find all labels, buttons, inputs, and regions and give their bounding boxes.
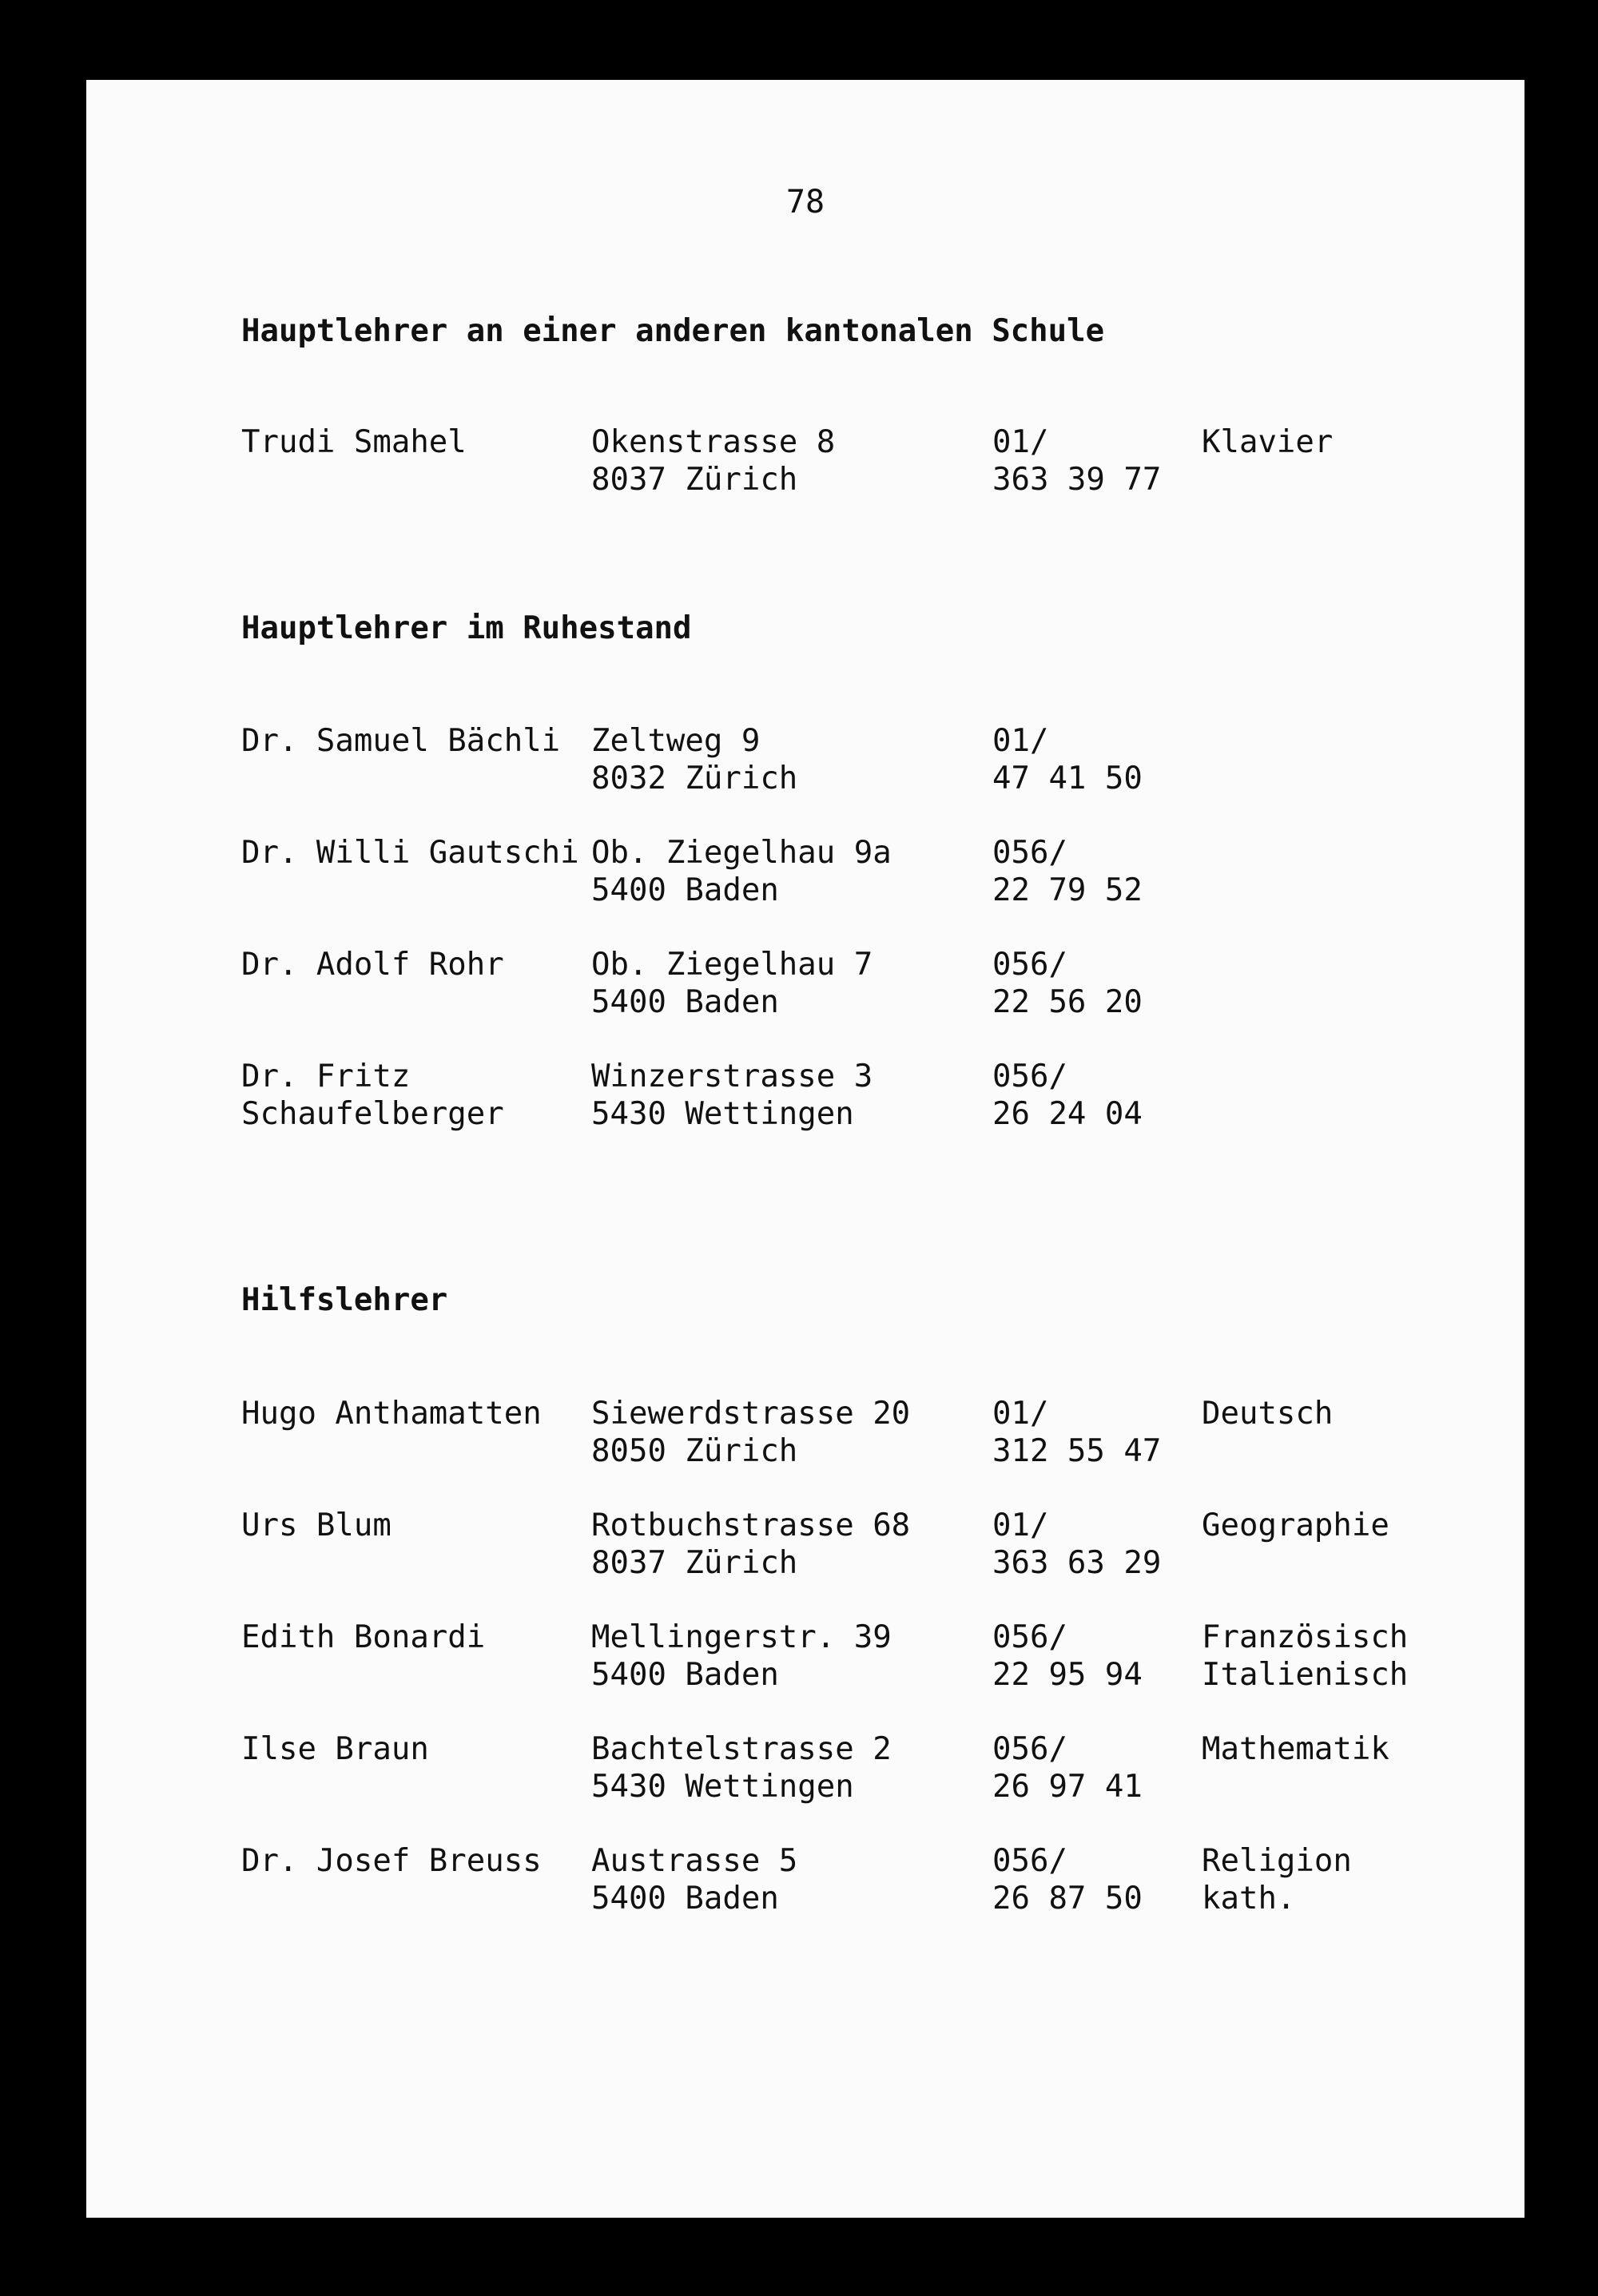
page-number: 78 bbox=[785, 184, 825, 220]
contact-entry bbox=[241, 834, 1488, 909]
contact-entry bbox=[241, 1730, 1488, 1805]
contact-phone: 056/ 22 95 94 bbox=[992, 1619, 1143, 1693]
contact-name: Dr. Adolf Rohr bbox=[241, 947, 504, 983]
contact-entry bbox=[241, 1507, 1488, 1582]
contact-subject: Deutsch bbox=[1202, 1396, 1334, 1432]
contact-address: Winzerstrasse 3 5430 Wettingen bbox=[591, 1059, 873, 1132]
contact-phone: 056/ 26 24 04 bbox=[992, 1059, 1143, 1132]
contact-entry bbox=[241, 1058, 1488, 1133]
contact-phone: 056/ 22 79 52 bbox=[992, 835, 1143, 908]
contact-name: Trudi Smahel bbox=[241, 424, 467, 460]
contact-entry bbox=[241, 1842, 1488, 1917]
contact-subject: Mathematik bbox=[1202, 1731, 1389, 1767]
section-heading: Hauptlehrer im Ruhestand bbox=[241, 610, 692, 646]
contact-name: Hugo Anthamatten bbox=[241, 1396, 542, 1432]
contact-phone: 01/ 312 55 47 bbox=[992, 1396, 1162, 1469]
contact-entry bbox=[241, 722, 1488, 797]
contact-address: Austrasse 5 5400 Baden bbox=[591, 1843, 798, 1917]
contact-subject: Religion kath. bbox=[1202, 1843, 1352, 1917]
section-heading: Hauptlehrer an einer anderen kantonalen Schule bbox=[241, 313, 1105, 349]
contact-address: Mellingerstr. 39 5400 Baden bbox=[591, 1619, 892, 1693]
contact-name: Dr. Josef Breuss bbox=[241, 1843, 542, 1879]
contact-address: Siewerdstrasse 20 8050 Zürich bbox=[591, 1396, 911, 1469]
contact-name: Urs Blum bbox=[241, 1507, 392, 1543]
contact-entry bbox=[241, 423, 1488, 499]
contact-subject: Geographie bbox=[1202, 1507, 1389, 1543]
contact-subject: Französisch Italienisch bbox=[1202, 1619, 1409, 1693]
contact-entry bbox=[241, 1395, 1488, 1470]
contact-phone: 01/ 47 41 50 bbox=[992, 723, 1143, 796]
contact-phone: 056/ 26 97 41 bbox=[992, 1731, 1143, 1805]
contact-phone: 056/ 22 56 20 bbox=[992, 947, 1143, 1020]
contact-address: Rotbuchstrasse 68 8037 Zürich bbox=[591, 1507, 911, 1581]
contact-address: Bachtelstrasse 2 5430 Wettingen bbox=[591, 1731, 892, 1805]
contact-address: Ob. Ziegelhau 9a 5400 Baden bbox=[591, 835, 892, 908]
contact-address: Okenstrasse 8 8037 Zürich bbox=[591, 424, 836, 498]
contact-entry bbox=[241, 1619, 1488, 1694]
contact-entry bbox=[241, 946, 1488, 1021]
contact-phone: 01/ 363 63 29 bbox=[992, 1507, 1162, 1581]
section-heading: Hilfslehrer bbox=[241, 1282, 448, 1318]
contact-phone: 01/ 363 39 77 bbox=[992, 424, 1162, 498]
contact-address: Zeltweg 9 8032 Zürich bbox=[591, 723, 798, 796]
contact-subject: Klavier bbox=[1202, 424, 1334, 460]
contact-name: Ilse Braun bbox=[241, 1731, 429, 1767]
contact-phone: 056/ 26 87 50 bbox=[992, 1843, 1143, 1917]
contact-name: Dr. Fritz Schaufelberger bbox=[241, 1059, 504, 1132]
contact-name: Edith Bonardi bbox=[241, 1619, 486, 1655]
contact-address: Ob. Ziegelhau 7 5400 Baden bbox=[591, 947, 873, 1020]
contact-name: Dr. Samuel Bächli bbox=[241, 723, 561, 759]
document-page bbox=[86, 80, 1524, 2218]
contact-name: Dr. Willi Gautschi bbox=[241, 835, 579, 871]
